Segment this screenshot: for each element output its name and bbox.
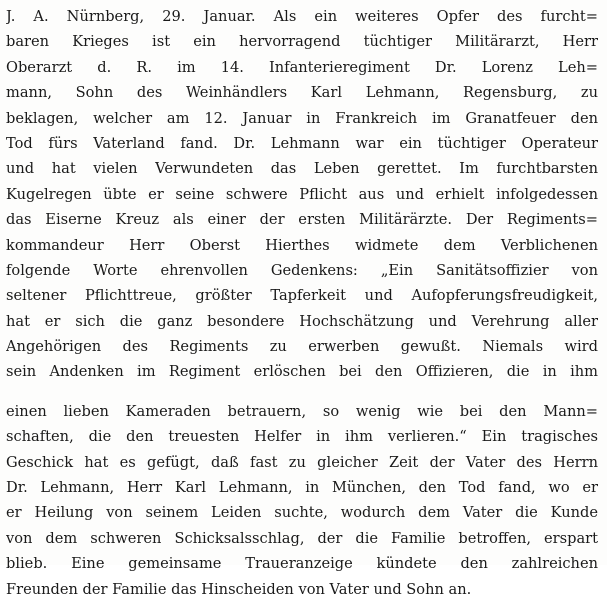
article-line-13: hat er sich die ganz besondere Hochschätzung und Verehrung aller xyxy=(6,312,598,330)
article-line-18: Geschick hat es gefügt, daß fast zu gleicher Zeit der Vater des Herrn xyxy=(6,453,598,471)
article-line-2: baren Krieges ist ein hervorragend tüchtiger Militärarzt, Herr xyxy=(6,33,598,51)
article-line-3: Oberarzt d. R. im 14. Infanterieregiment Dr. Lorenz Leh= xyxy=(6,58,598,76)
article-line-8: Kugelregen übte er seine schwere Pflicht aus und erhielt infolgedessen xyxy=(6,185,598,203)
article-line-21: von dem schweren Schicksalsschlag, der die Familie betroffen, erspart xyxy=(6,529,598,547)
article-line-4: mann, Sohn des Weinhändlers Karl Lehmann, Regensburg, zu xyxy=(6,84,598,102)
article-text xyxy=(6,4,598,602)
article-line-16: einen lieben Kameraden betrauern, so wenig wie bei den Mann= xyxy=(6,402,598,420)
article-line-15: sein Andenken im Regiment erlöschen bei den Offizieren, die in ihm xyxy=(6,363,598,381)
article-line-22: blieb. Eine gemeinsame Traueranzeige kündete den zahlreichen xyxy=(6,555,598,573)
article-line-10: kommandeur Herr Oberst Hierthes widmete dem Verblichenen xyxy=(6,236,598,254)
article-line-5: beklagen, welcher am 12. Januar in Frankreich im Granatfeuer den xyxy=(6,109,598,127)
article-line-23: Freunden der Familie das Hinscheiden von Vater und Sohn an. xyxy=(6,580,472,598)
article-line-7: und hat vielen Verwundeten das Leben gerettet. Im furchtbarsten xyxy=(6,160,598,178)
article-line-20: er Heilung von seinem Leiden suchte, wodurch dem Vater die Kunde xyxy=(6,504,598,522)
article-line-1: J. A. Nürnberg, 29. Januar. Als ein weiteres Opfer des furcht= xyxy=(6,8,598,25)
article-line-17: schaften, die den treuesten Helfer in ihm verlieren.“ Ein tragisches xyxy=(6,428,598,446)
article-line-6: Tod fürs Vaterland fand. Dr. Lehmann war ein tüchtiger Operateur xyxy=(6,134,598,152)
article-line-19: Dr. Lehmann, Herr Karl Lehmann, in München, den Tod fand, wo er xyxy=(6,479,598,497)
article-line-14: Angehörigen des Regiments zu erwerben gewußt. Niemals wird xyxy=(6,338,598,356)
article-line-12: seltener Pflichttreue, größter Tapferkeit und Aufopferungsfreudigkeit, xyxy=(6,287,598,305)
article-line-11: folgende Worte ehrenvollen Gedenkens: „Ein Sanitätsoffizier von xyxy=(6,261,598,279)
article-line-9: das Eiserne Kreuz als einer der ersten Militärärzte. Der Regiments= xyxy=(6,211,598,229)
